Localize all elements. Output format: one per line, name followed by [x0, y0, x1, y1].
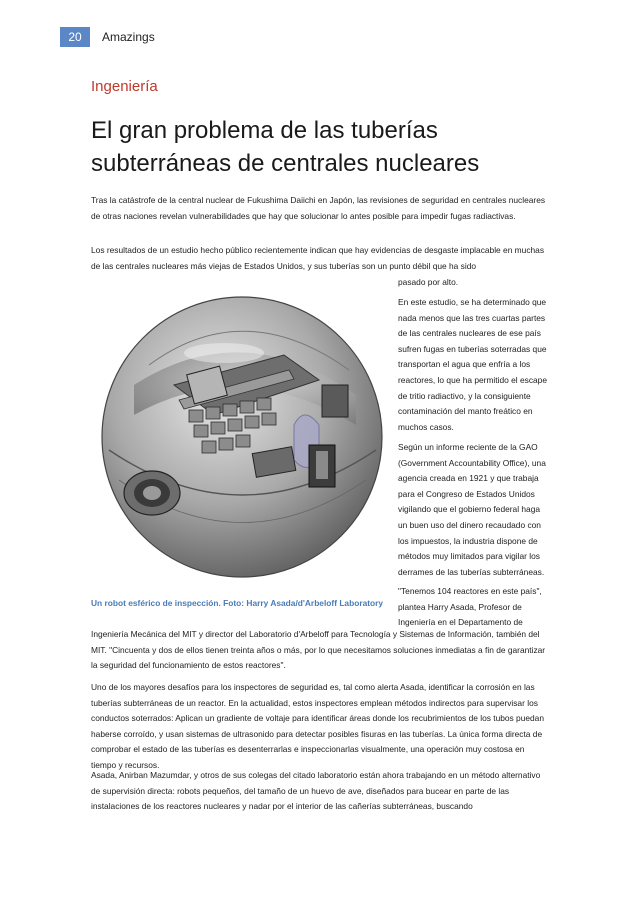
page-number: 20 [60, 27, 90, 47]
robot-figure [94, 275, 390, 593]
column-paragraph-1: En este estudio, se ha determinado que nada menos que las tres cuartas partes de las centrales nucleares de ese país sufren fugas en tuberías soterradas que transportan el agua que enfría a los reactores, lo que ha permitido el escape de tritio radiactivo, y la consiguiente contaminación del manto freático en muchos casos. [398, 297, 547, 432]
paragraph-5: Asada, Anirban Mazumdar, y otros de sus colegas del citado laboratorio están ahora trabajando en un método alternativo de supervisión directa: robots pequeños, del tamaño de un huevo de ave, diseñados para bucear en parte de las instalaciones de los reactores nucleares y nadar por el interior de las cañerías subterráneas, buscando [91, 770, 541, 812]
page-header [0, 27, 638, 47]
figure-caption: Un robot esférico de inspección. Foto: Harry Asada/d'Arbeloff Laboratory [91, 598, 384, 608]
paragraph-4: Uno de los mayores desafíos para los inspectores de seguridad es, tal como alerta Asada, identificar la corrosión en las tuberías subterráneas de un reactor. En la actualidad, estos inspectores emplean métodos indirectos para supervisar los conductos soterrados: Aplican un gradiente de voltaje para identificar áreas donde los recubrimientos de los tubos puedan haberse corroído, y usan sistemas de ultrasonido para detectar posibles fisuras en las tuberías. La única forma directa de comprobar el estado de las tuberías es desenterrarlas e inspeccionarlas visualmente, una operación muy costosa en tiempo y recursos. [91, 682, 545, 770]
article-title: El gran problema de las tuberías subterráneas de centrales nucleares [91, 117, 480, 177]
spherical-robot-image [94, 275, 390, 593]
publication-name: Amazings [102, 30, 155, 44]
paragraph-2-end: pasado por alto. [398, 277, 459, 287]
section-label: Ingeniería [91, 78, 158, 95]
paragraph-3: Ingeniería Mecánica del MIT y director del Laboratorio d'Arbeloff para Tecnología y Sistemas de Información, también del MIT. "Cincuenta y dos de ellos tienen treinta años o más, por lo que necesitamos soluciones inmediatas a fin de garantizar la seguridad del funcionamiento de estos reactores". [91, 629, 546, 671]
paragraph-2: Los resultados de un estudio hecho público recientemente indican que hay evidencias de desgaste implacable en muchas de las centrales nucleares más viejas de Estados Unidos, y sus tuberías son un punto débil que ha sido [91, 245, 545, 271]
column-paragraph-3: "Tenemos 104 reactores en este país", plantea Harry Asada, Profesor de Ingeniería en el Departamento de [398, 586, 542, 628]
column-paragraph-2: Según un informe reciente de la GAO (Government Accountability Office), una agencia creada en 1921 y que trabaja para el Congreso de Estados Unidos vigilando que el gobierno federal haga un buen uso del dinero recaudado con los impuestos, la industria dispone de métodos muy limitados para vigilar los derrames de las tuberías subterráneas. [398, 442, 546, 577]
intro-paragraph: Tras la catástrofe de la central nuclear de Fukushima Daiichi en Japón, las revisiones de seguridad en centrales nucleares de otras naciones revelan vulnerabilidades que hay que solucionar lo antes posible para impedir fugas radiactivas. [91, 195, 546, 221]
